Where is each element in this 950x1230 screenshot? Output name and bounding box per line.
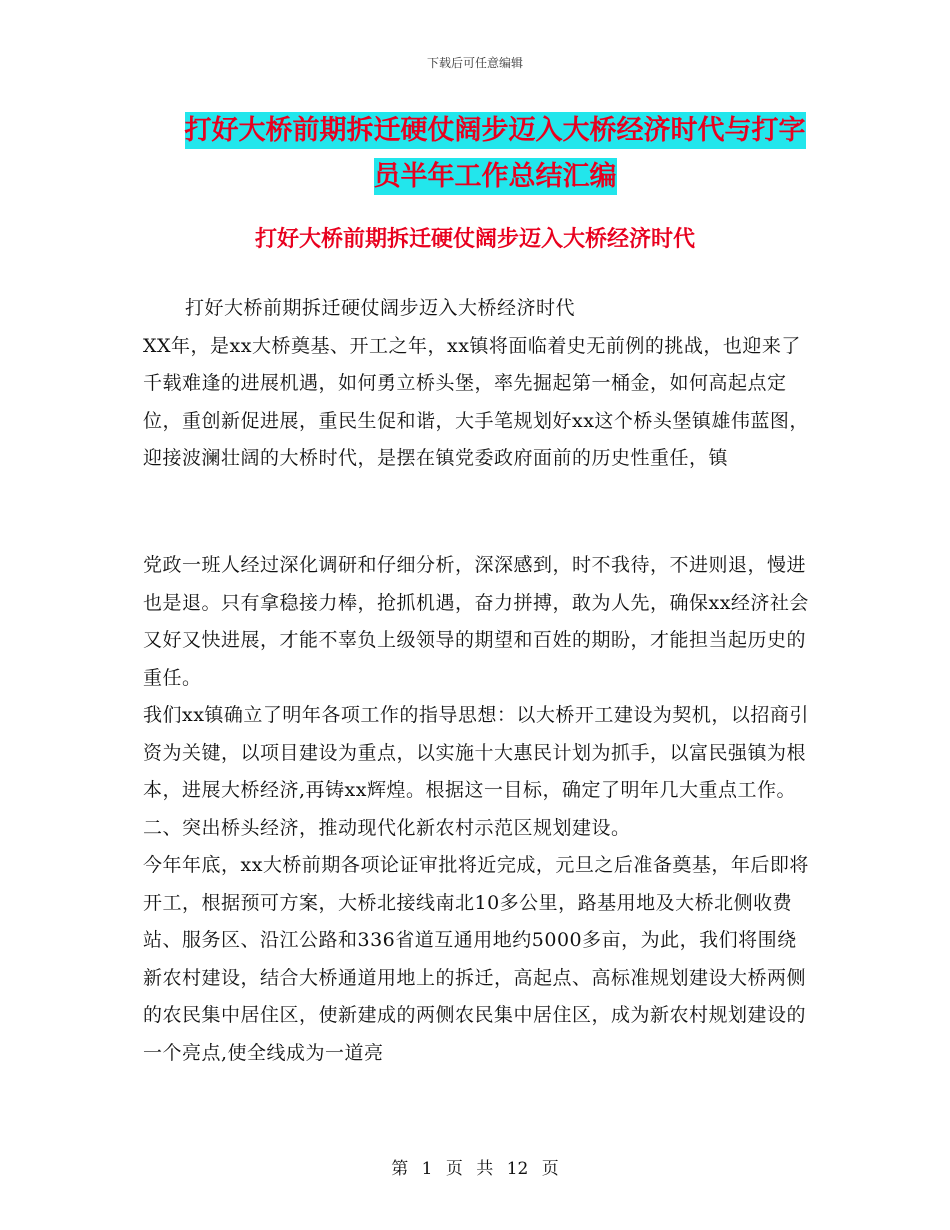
paragraph-1: XX年，是xx大桥奠基、开工之年，xx镇将面临着史无前例的挑战，也迎来了千载难逢的进展机遇，如何勇立桥头堡，率先掘起第一桶金，如何高起点定位，重创新促进展，重民生促和谐，大手笔规划好xx这个桥头堡镇雄伟蓝图，迎接波澜壮阔的大桥时代，是摆在镇党委政府面前的历史性重任，镇 [143, 334, 809, 469]
body-block-2 [143, 547, 813, 1072]
paragraph-4: 今年年底，xx大桥前期各项论证审批将近完成，元旦之后准备奠基，年后即将开工，根据预可方案，大桥北接线南北10多公里，路基用地及大桥北侧收费站、服务区、沿江公路和336省道互通用地约5000多亩，为此，我们将围绕新农村建设，结合大桥通道用地上的拆迁，高起点、高标准规划建设大桥两侧的农民集中居住区，使新建成的两侧农民集中居住区，成为新农村规划建设的一个亮点,使全线成为一道亮 [143, 854, 809, 1064]
subheading: 打好大桥前期拆迁硬仗阔步迈入大桥经济时代 [185, 297, 576, 319]
document-title-line-2: 员半年工作总结汇编 [374, 158, 617, 195]
paragraph-2: 党政一班人经过深化调研和仔细分析，深深感到，时不我待，不进则退，慢进也是退。只有拿稳接力棒，抢抓机遇，奋力拼搏，敢为人先，确保xx经济社会又好又快进展，才能不辜负上级领导的期望和百姓的期盼，才能担当起历史的重任。 [143, 554, 809, 689]
document-title [150, 108, 840, 200]
paragraph-3: 我们xx镇确立了明年各项工作的指导思想：以大桥开工建设为契机，以招商引资为关键，以项目建设为重点，以实施十大惠民计划为抓手，以富民强镇为根本，进展大桥经济,再铸xx辉煌。根据这一目标，确定了明年几大重点工作。二、突出桥头经济，推动现代化新农村示范区规划建设。 [143, 704, 809, 839]
page-header-note: 下载后可任意编辑 [426, 56, 523, 70]
body-block-1 [143, 290, 813, 478]
page-footer: 第 1 页 共 12 页 [391, 1159, 559, 1179]
section-title: 打好大桥前期拆迁硬仗阔步迈入大桥经济时代 [254, 227, 695, 252]
document-title-line-1: 打好大桥前期拆迁硬仗阔步迈入大桥经济时代与打字 [185, 112, 806, 149]
